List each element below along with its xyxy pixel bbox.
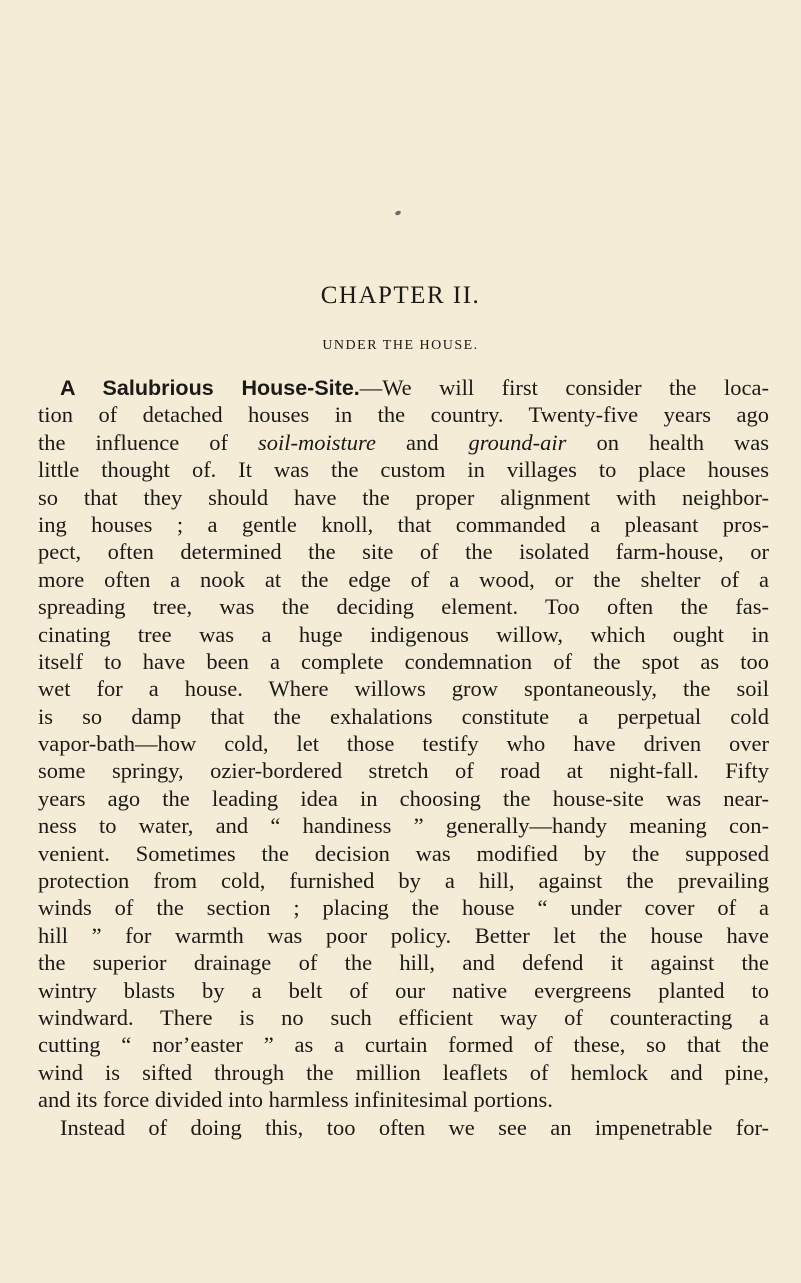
text-line: the superior drainage of the hill, and defend it against the [38, 950, 769, 976]
text-line: wind is sifted through the million leaflets of hemlock and pine, [38, 1059, 769, 1085]
text-line-content: —We will first consider the loca- [359, 375, 769, 400]
paper-speck [394, 210, 401, 216]
text-line: spreading tree, was the deciding element. Too often the fas- [38, 594, 769, 620]
text-line: pect, often determined the site of the isolated farm-house, or [38, 539, 769, 565]
text-line: ness to water, and “ handiness ” generally—handy meaning con- [38, 813, 769, 839]
text-line [38, 374, 769, 401]
text-line: winds of the section ; placing the house “ under cover of a [38, 895, 769, 921]
text-line: some springy, ozier-bordered stretch of road at night-fall. Fifty [38, 758, 769, 784]
text-line: little thought of. It was the custom in villages to place houses [38, 457, 769, 483]
text-segment: the influence of [38, 429, 259, 455]
italic-term-soil-moisture: soil-moisture [258, 429, 376, 455]
text-line: cinating tree was a huge indigenous willow, which ought in [38, 621, 769, 647]
chapter-title: CHAPTER II. [320, 282, 481, 309]
italic-term-ground-air: ground-air [468, 429, 567, 455]
text-line: cutting “ nor’easter ” as a curtain formed of these, so that the [38, 1032, 769, 1058]
text-line [38, 429, 769, 456]
text-line: years ago the leading idea in choosing the house-site was near- [38, 785, 769, 811]
text-line: venient. Sometimes the decision was modified by the supposed [38, 840, 769, 866]
text-line: is so damp that the exhalations constitute a perpetual cold [38, 703, 769, 729]
body-text [38, 374, 769, 1141]
text-line: Instead of doing this, too often we see an impenetrable for- [60, 1114, 769, 1140]
text-line: ing houses ; a gentle knoll, that commanded a pleasant pros- [38, 511, 769, 537]
text-line: windward. There is no such efficient way of counteracting a [38, 1004, 769, 1030]
text-line: and its force divided into harmless infinitesimal portions. [38, 1087, 553, 1113]
run-in-heading: A Salubrious House-Site. [60, 376, 360, 400]
text-segment: and [375, 429, 469, 455]
text-line: wet for a house. Where willows grow spontaneously, the soil [38, 676, 769, 702]
text-line: itself to have been a complete condemnation of the spot as too [38, 648, 769, 674]
text-line: tion of detached houses in the country. Twenty-five years ago [38, 402, 769, 428]
chapter-subtitle: UNDER THE HOUSE. [322, 338, 479, 353]
text-line: so that they should have the proper alignment with neighbor- [38, 484, 769, 510]
text-line: hill ” for warmth was poor policy. Better let the house have [38, 922, 769, 948]
text-line: vapor-bath—how cold, let those testify who have driven over [38, 731, 769, 757]
text-line: protection from cold, furnished by a hill, against the prevailing [38, 868, 769, 894]
text-line: more often a nook at the edge of a wood, or the shelter of a [38, 566, 769, 592]
text-line: wintry blasts by a belt of our native evergreens planted to [38, 977, 769, 1003]
text-segment: on health was [566, 429, 769, 455]
